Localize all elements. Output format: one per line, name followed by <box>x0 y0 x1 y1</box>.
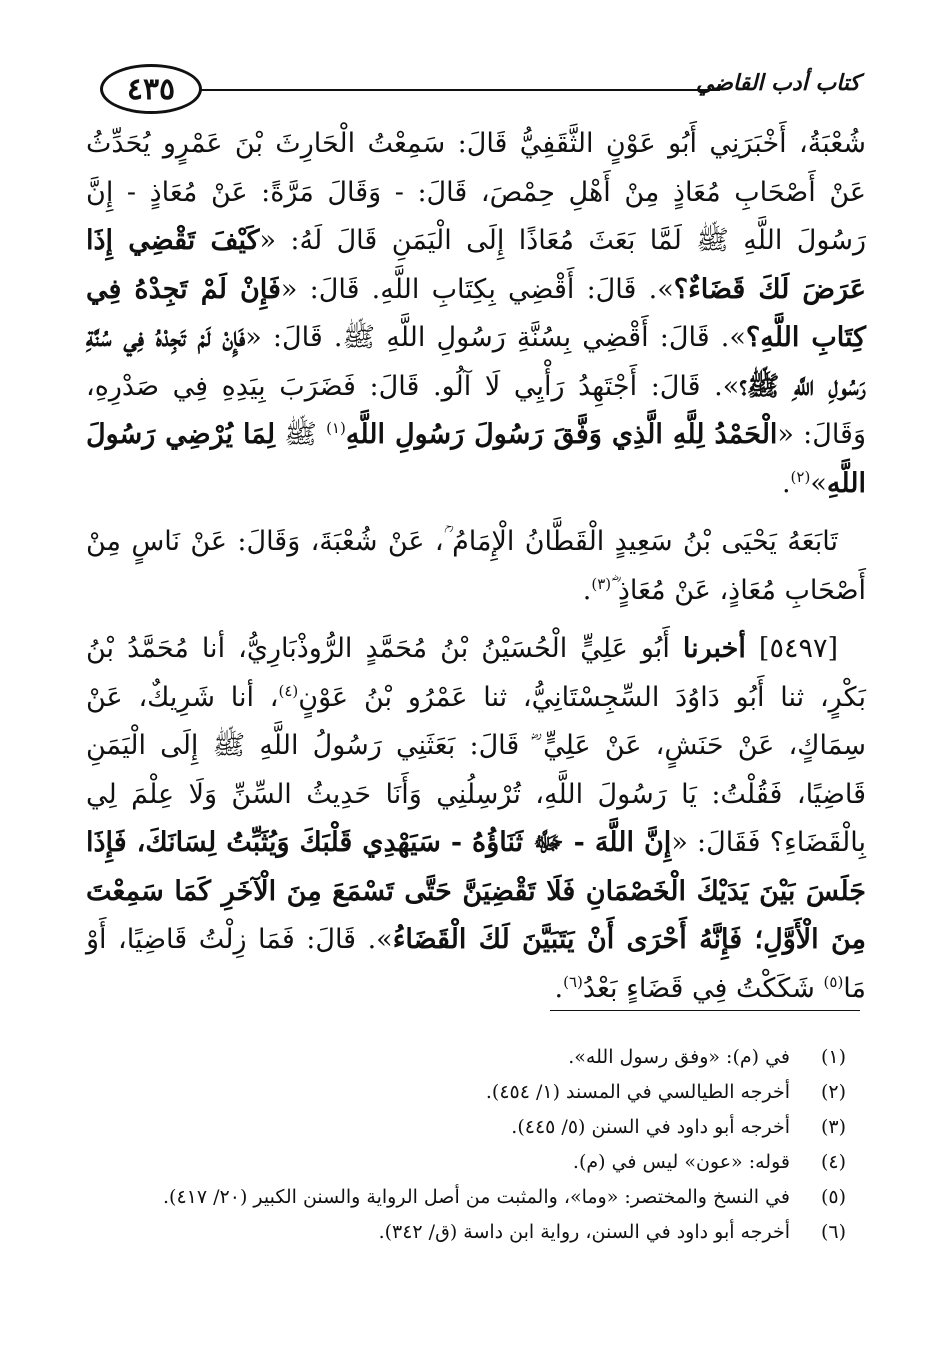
footnote <box>86 1145 846 1180</box>
text-segment: ». قَالَ: فَمَا زِلْتُ قَاضِيًا، أَوْ مَا <box>86 924 866 1004</box>
text-segment: » <box>810 467 827 499</box>
footnote-ref-1[interactable]: (١) <box>326 419 346 437</box>
paragraph-hadith-ali <box>86 625 866 1013</box>
text-segment: ». قَالَ: أَقْضِي بِسُنَّةِ رَسُولِ اللَّهِ ﷺ. قَالَ: « <box>245 322 746 353</box>
text-segment: شَكَكْتُ فِي قَضَاءٍ بَعْدُ <box>582 972 824 1004</box>
text-segment: شُعْبَةُ، أَخْبَرَنِي أَبُو عَوْنٍ الثَّقَفِيُّ قَالَ: سَمِعْتُ الْحَارِثَ بْنَ عَمْرٍو يُحَدِّثُ عَنْ أَصْحَابِ مُعَاذٍ مِنْ أَهْلِ حِمْصَ، قَالَ: - وَقَالَ مَرَّةً: عَنْ مُعَاذٍ - إِنَّ رَسُولَ اللَّهِ ﷺ لَمَّا بَعَثَ مُعَاذًا إِلَى الْيَمَنِ قَالَ لَهُ: « <box>86 128 866 256</box>
footnote-number: (٣) <box>820 1116 846 1138</box>
footnote-number: (٦) <box>820 1221 846 1243</box>
text-segment: ». قَالَ: أَقْضِي بِكِتَابِ اللَّهِ. قَالَ: « <box>280 273 674 305</box>
text-segment: . <box>582 574 592 606</box>
text-segment: أَبُو عَلِيٍّ الْحُسَيْنُ بْنُ مُحَمَّدٍ الرُّوذْبَارِيُّ، أنا مُحَمَّدُ بْنُ بَكْرٍ، ثنا أَبُو دَاوُدَ السِّجِسْتَانِيُّ، ثنا عَمْرُو بْنُ عَوْنٍ <box>86 633 867 713</box>
paragraph-mutaba <box>86 518 866 615</box>
footnote <box>86 1110 846 1145</box>
footnote-number: (٥) <box>820 1186 846 1208</box>
main-text <box>86 120 866 1013</box>
text-segment: ، أنا شَرِيكٌ، عَنْ سِمَاكٍ، عَنْ حَنَشٍ، عَنْ عَلِيٍّ ؓ قَالَ: بَعَثَنِي رَسُولُ اللَّهِ ﷺ إِلَى الْيَمَنِ قَاضِيًا، فَقُلْتُ: يَا رَسُولَ اللَّهِ، تُرْسِلُنِي وَأَنَا حَدِيثُ السِّنِّ وَلَا عِلْمَ لِي بِالْقَضَاءِ؟ فَقَالَ: « <box>86 681 867 858</box>
prophetic-quote: إِنَّ اللَّهَ - ﷻ ثَنَاؤُهُ - سَيَهْدِي قَلْبَكَ وَيُثَبِّتُ لِسَانَكَ، فَإِذَا جَلَسَ بَيْنَ يَدَيْكَ الْخَصْمَانِ فَلَا تَقْضِيَنَّ حَتَّى تَسْمَعَ مِنَ الْآخَرِ كَمَا سَمِعْتَ مِنَ الْأَوَّلِ؛ فَإِنَّهُ أَحْرَى أَنْ يَتَبَيَّنَ لَكَ الْقَضَاءُ <box>86 827 866 955</box>
footnote-text: في (م): «وفق رسول الله». <box>568 1046 790 1068</box>
footnote-text: أخرجه الطيالسي في المسند (١/ ٤٥٤). <box>485 1081 790 1103</box>
footnote-number: (١) <box>820 1046 846 1068</box>
paragraph-hadith-muadh <box>86 120 866 508</box>
footnote-separator <box>550 1010 860 1011</box>
footnotes-list <box>86 1040 846 1250</box>
text-segment: ﷺ <box>275 419 327 450</box>
text-segment: ». قَالَ: أَجْتَهِدُ رَأْيِي لَا آلُو. قَالَ: فَضَرَبَ بِيَدِهِ فِي صَدْرِهِ، وَقَالَ: « <box>86 370 866 450</box>
prophetic-quote: لِمَا يُرْضِي رَسُولَ اللَّهِ <box>86 419 866 499</box>
footnote-ref-6[interactable]: (٦) <box>563 972 583 991</box>
page-number: ٤٣٥ <box>100 64 202 114</box>
footnote-text: أخرجه أبو داود في السنن، رواية ابن داسة (ق/ ٣٤٢). <box>378 1221 790 1243</box>
footnote-ref-4[interactable]: (٤) <box>278 681 299 700</box>
prophetic-quote: الْحَمْدُ لِلَّهِ الَّذِي وَفَّقَ رَسُولَ رَسُولِ اللَّهِ <box>345 419 778 450</box>
footnote-number: (٤) <box>820 1151 846 1173</box>
hadith-number: [٥٤٩٧] <box>745 633 838 664</box>
header-rule <box>200 89 720 91</box>
footnote-text: قوله: «عون» ليس في (م). <box>572 1151 790 1173</box>
footnote-text: أخرجه أبو داود في السنن (٥/ ٤٤٥). <box>511 1116 790 1138</box>
footnote <box>86 1215 846 1250</box>
footnote-ref-2[interactable]: (٢) <box>790 467 811 486</box>
footnote-number: (٢) <box>820 1081 846 1103</box>
text-segment: . <box>781 467 791 499</box>
prophetic-quote: كَيْفَ تَقْضِي إِذَا عَرَضَ لَكَ قَضَاءٌ؟ <box>86 225 866 305</box>
footnote <box>86 1075 846 1110</box>
footnote <box>86 1040 846 1075</box>
running-title: كتاب أدب القاضي <box>695 70 860 96</box>
prophetic-quote: فَإِنْ لَمْ تَجِدْهُ فِي كِتَابِ اللَّهِ؟ <box>86 273 866 353</box>
footnote-ref-5[interactable]: (٥) <box>823 972 844 991</box>
text-segment: . <box>554 972 564 1004</box>
footnote-ref-3[interactable]: (٣) <box>591 574 612 593</box>
page-header <box>100 62 860 118</box>
prophetic-quote: فَإِنْ لَمْ تَجِدْهُ فِي سُنَّةِ رَسُولِ اللَّهِ ﷺ؟ <box>86 322 866 402</box>
text-segment: تَابَعَهُ يَحْيَى بْنُ سَعِيدٍ الْقَطَّانُ الْإِمَامُ ؒ، عَنْ شُعْبَةَ، وَقَالَ: عَنْ نَاسٍ مِنْ أَصْحَابِ مُعَاذٍ، عَنْ مُعَاذٍ ؓ <box>86 526 866 606</box>
footnote <box>86 1180 846 1215</box>
footnote-text: في النسخ والمختصر: «وما»، والمثبت من أصل الرواية والسنن الكبير (٢٠/ ٤١٧). <box>163 1186 790 1208</box>
akhbarana-heading: أخبرنا <box>682 633 746 664</box>
